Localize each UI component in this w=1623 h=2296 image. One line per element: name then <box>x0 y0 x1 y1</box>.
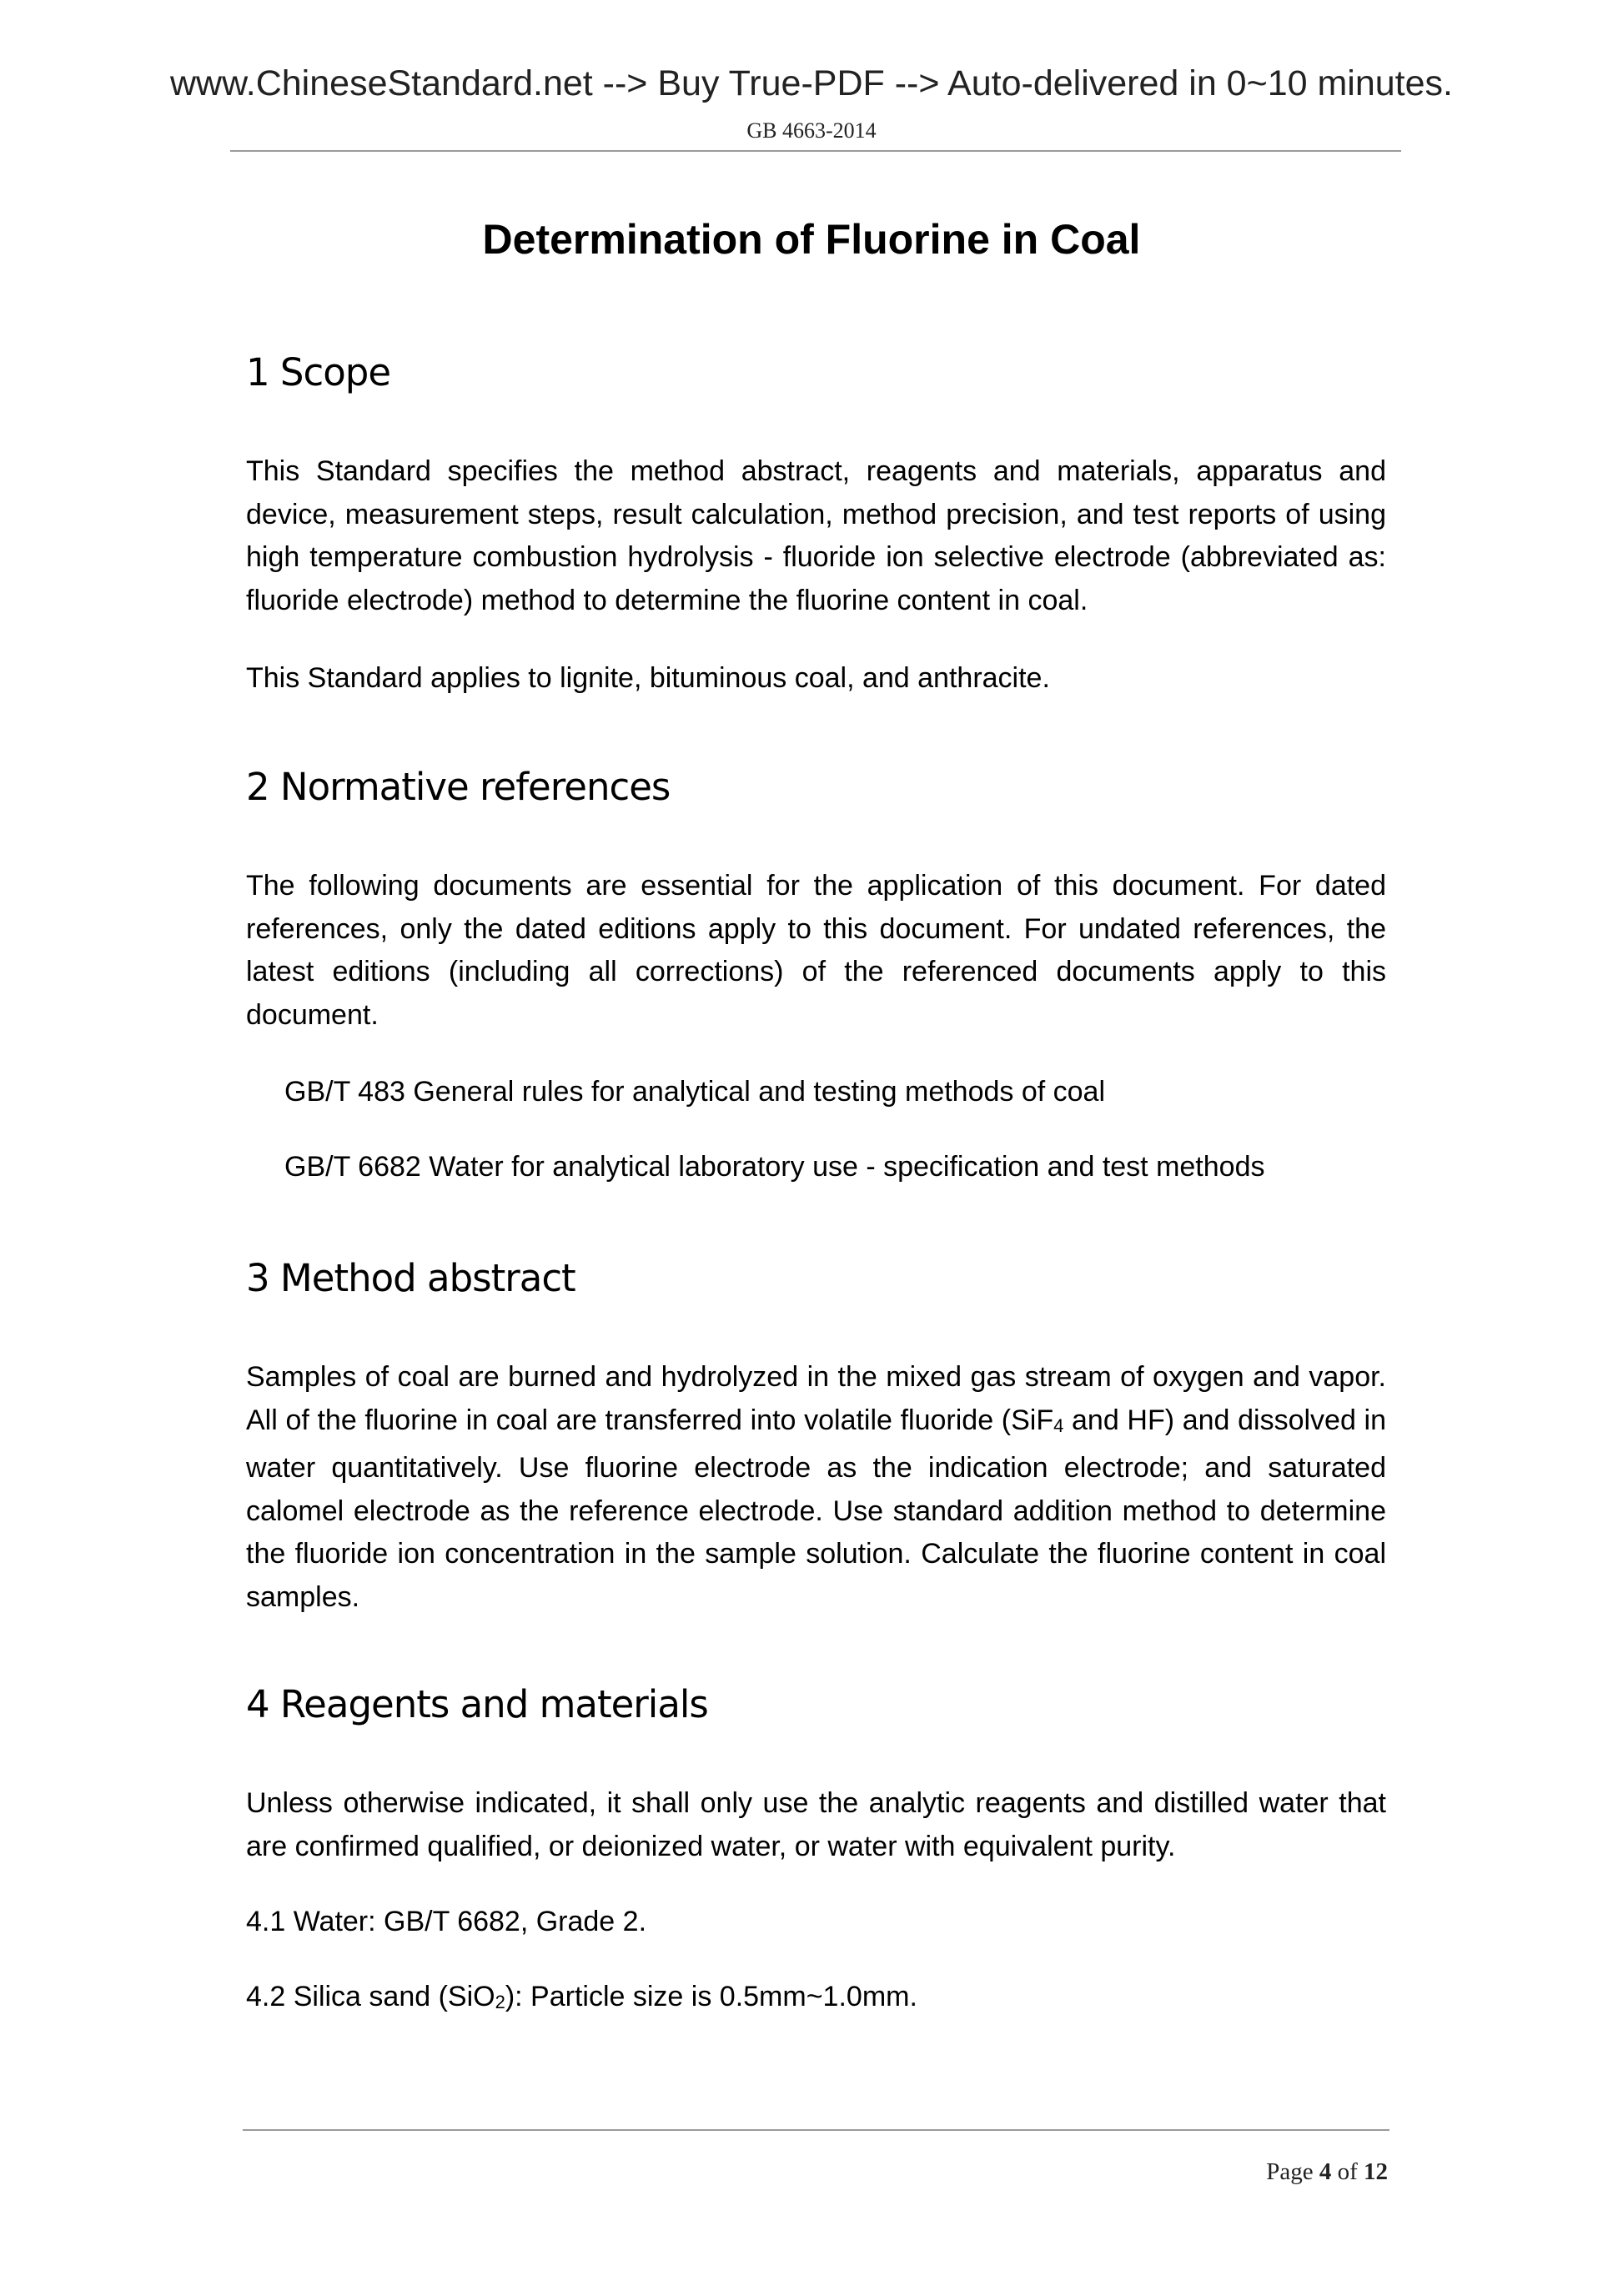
method-text-part1: Samples of coal are burned and hydrolyzed in the mixed gas stream of oxygen and vapor. All of the fluorine in coal are transferred into volatile fluoride (SiF <box>246 1361 1386 1436</box>
header-divider <box>230 150 1401 152</box>
standard-code: GB 4663-2014 <box>746 118 877 143</box>
footer-divider <box>243 2129 1389 2131</box>
reference-item: GB/T 6682 Water for analytical laboratory use - specification and test methods <box>284 1151 1265 1183</box>
silica-text-part1: 4.2 Silica sand (SiO <box>246 1981 495 2012</box>
page-number <box>1266 2158 1388 2186</box>
page-label: Page <box>1266 2158 1314 2185</box>
scope-applicability: This Standard applies to lignite, bituminous coal, and anthracite. <box>246 662 1050 694</box>
reagent-item-silica-sand <box>246 1981 917 2013</box>
reagent-item-water: 4.1 Water: GB/T 6682, Grade 2. <box>246 1906 647 1937</box>
subscript-4: 4 <box>1053 1414 1064 1436</box>
website-banner[interactable]: www.ChineseStandard.net --> Buy True-PDF --> Auto-delivered in 0~10 minutes. <box>169 63 1453 103</box>
document-title: Determination of Fluorine in Coal <box>482 216 1141 263</box>
section-heading-method-abstract: 3 Method abstract <box>246 1256 575 1300</box>
scope-paragraph: This Standard specifies the method abstract, reagents and materials, apparatus and device, measurement steps, result calculation, method precision, and test reports of using high temperature combustion hydrolysis - fluoride ion selective electrode (abbreviated as: fluoride electrode) method to determine the fluorine content in coal. <box>246 455 1386 616</box>
subscript-2: 2 <box>495 1992 505 2012</box>
section-heading-scope: 1 Scope <box>246 350 391 394</box>
page-total: 12 <box>1364 2158 1388 2185</box>
method-text-part2: and HF) and dissolved in water quantitatively. Use fluorine electrode as the indication electrode; and saturated calomel electrode as the reference electrode. Use standard addition method to determine the fluoride ion concentration in the sample solution. Calculate the fluorine content in coal samples. <box>246 1404 1386 1613</box>
silica-text-part2: ): Particle size is 0.5mm~1.0mm. <box>505 1981 917 2012</box>
normative-paragraph: The following documents are essential for the application of this document. For dated references, only the dated editions apply to this document. For undated references, the latest editions (including all corrections) of the referenced documents apply to this document. <box>246 870 1386 1031</box>
reagents-paragraph: Unless otherwise indicated, it shall only use the analytic reagents and distilled water that are confirmed qualified, or deionized water, or water with equivalent purity. <box>246 1787 1386 1862</box>
section-heading-reagents: 4 Reagents and materials <box>246 1682 708 1726</box>
page-of: of <box>1337 2158 1358 2185</box>
method-paragraph <box>246 1356 1386 1619</box>
page-current: 4 <box>1319 2158 1332 2185</box>
reference-item: GB/T 483 General rules for analytical and testing methods of coal <box>284 1076 1106 1108</box>
section-heading-normative-references: 2 Normative references <box>246 765 671 809</box>
